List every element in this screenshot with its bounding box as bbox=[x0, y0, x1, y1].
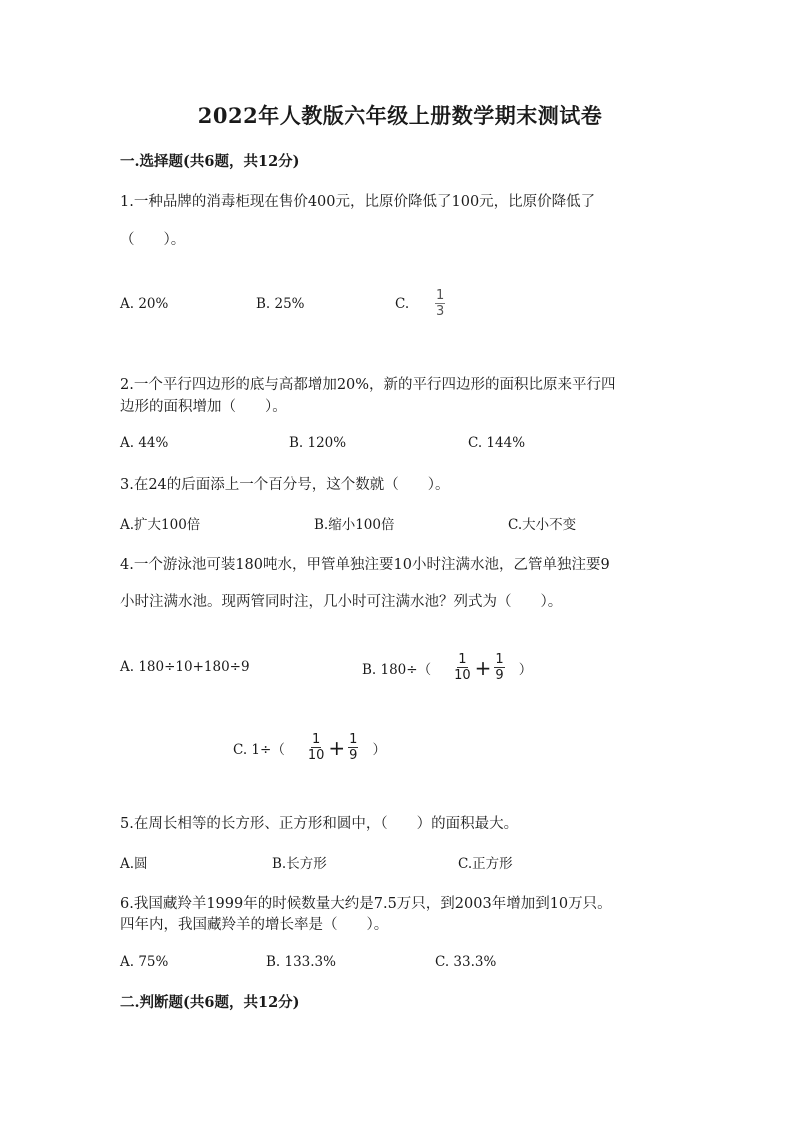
option-b-prefix: B. 180÷（ bbox=[362, 661, 432, 678]
question-1-option-c-label: C. bbox=[395, 296, 410, 312]
section-2-heading: 二.判断题(共6题，共12分) bbox=[120, 994, 300, 1011]
question-3-option-c: C.大小不变 bbox=[508, 517, 577, 533]
option-c-prefix: C. 1÷（ bbox=[233, 741, 285, 758]
question-4-line-2: 小时注满水池。现两管同时注，几小时可注满水池？列式为（ ）。 bbox=[120, 594, 563, 610]
plus-sign: + bbox=[474, 655, 492, 680]
question-5-option-b: B.长方形 bbox=[272, 856, 327, 872]
question-2-option-c: C. 144% bbox=[468, 435, 526, 451]
question-3-option-a: A.扩大100倍 bbox=[120, 517, 201, 533]
question-4-line-1: 4.一个游泳池可装180吨水，甲管单独注要10小时注满水池，乙管单独注要9 bbox=[120, 557, 610, 573]
question-1-line-2: （ ）。 bbox=[120, 232, 186, 248]
question-1-option-b: B. 25% bbox=[256, 296, 305, 312]
question-5-option-c: C.正方形 bbox=[458, 856, 513, 872]
question-6-option-c: C. 33.3% bbox=[435, 954, 497, 970]
question-6-option-a: A. 75% bbox=[120, 954, 169, 970]
question-6-option-b: B. 133.3% bbox=[266, 954, 336, 970]
question-1-line-1: 1.一种品牌的消毒柜现在售价400元，比原价降低了100元，比原价降低了 bbox=[120, 194, 596, 210]
question-4-option-a: A. 180÷10+180÷9 bbox=[120, 659, 250, 675]
close-paren: ） bbox=[518, 661, 533, 678]
question-2-line-1: 2.一个平行四边形的底与高都增加20%，新的平行四边形的面积比原来平行四 bbox=[120, 377, 616, 393]
fraction-numerator: 1 bbox=[436, 288, 445, 303]
fraction-numerator: 1 bbox=[495, 652, 504, 667]
question-2-line-2: 边形的面积增加（ ）。 bbox=[120, 399, 287, 415]
question-1-option-c-fraction bbox=[435, 288, 445, 319]
question-3-option-b: B.缩小100倍 bbox=[314, 517, 395, 533]
fraction-denominator: 9 bbox=[349, 748, 358, 763]
question-4-option-b bbox=[362, 652, 532, 683]
section-1-heading: 一.选择题(共6题，共12分) bbox=[120, 153, 300, 170]
question-6-line-1: 6.我国藏羚羊1999年的时候数量大约是7.5万只，到2003年增加到10万只。 bbox=[120, 896, 612, 912]
fraction-denominator: 3 bbox=[436, 304, 445, 319]
fraction-numerator: 1 bbox=[458, 652, 467, 667]
fraction-numerator: 1 bbox=[349, 732, 358, 747]
plus-sign: + bbox=[328, 735, 346, 760]
question-1-option-a: A. 20% bbox=[120, 296, 169, 312]
question-2-option-a: A. 44% bbox=[120, 435, 169, 451]
question-2-option-b: B. 120% bbox=[289, 435, 347, 451]
fraction-numerator: 1 bbox=[311, 732, 321, 747]
question-4-option-c bbox=[233, 732, 386, 763]
question-5-line-1: 5.在周长相等的长方形、正方形和圆中，（ ）的面积最大。 bbox=[120, 816, 519, 832]
fraction-denominator: 9 bbox=[495, 668, 504, 683]
exam-title: 2022年人教版六年级上册数学期末测试卷 bbox=[197, 103, 603, 128]
close-paren: ） bbox=[372, 741, 386, 758]
question-5-option-a: A.圆 bbox=[120, 856, 148, 872]
question-6-line-2: 四年内，我国藏羚羊的增长率是（ ）。 bbox=[120, 917, 389, 933]
fraction-denominator: 10 bbox=[307, 748, 325, 763]
question-3-line-1: 3.在24的后面添上一个百分号，这个数就（ ）。 bbox=[120, 477, 450, 493]
fraction-denominator: 10 bbox=[454, 668, 471, 683]
